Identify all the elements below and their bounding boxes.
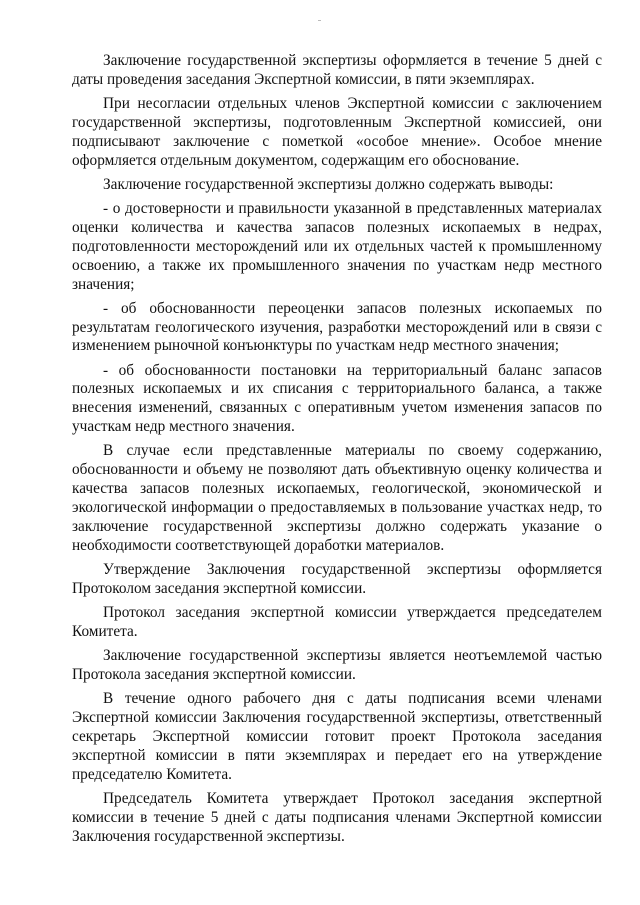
paragraph-dissenting-opinion: При несогласии отдельных членов Экспертной комиссии с заключением государственной экспертизы, подготовленным Экспертной комиссией, они подписывают заключение с пометкой «особое мнение». Особое мнение оформляется отдельным документом, содержащим его обоснование. — [72, 95, 602, 169]
paragraph-conclusions-intro: Заключение государственной экспертизы должно содержать выводы: — [103, 175, 554, 193]
page-mark — [318, 20, 321, 21]
paragraph-secretary-draft: В течение одного рабочего дня с даты подписания всеми членами Экспертной комиссии Заключения государственной экспертизы, ответственный секретарь Экспертной комиссии готовит проект Протокола заседания экспертной комиссии в пяти экземплярах и передает его на утверждение председателю Комитета. — [72, 689, 602, 783]
paragraph-conclusion-deadline: Заключение государственной экспертизы оформляется в течение 5 дней с даты проведения заседания Экспертной комиссии, в пяти экземплярах. — [72, 52, 602, 88]
list-item-territorial-balance: - об обоснованности постановки на территориальный баланс запасов полезных ископаемых и их списания с территориального баланса, а также внесения изменений, связанных с оперативным учетом изменения запасов по участкам недр местного значения. — [72, 361, 602, 436]
paragraph-protocol-approval: Протокол заседания экспертной комиссии утверждается председателем Комитета. — [72, 603, 602, 640]
paragraph-integral-part: Заключение государственной экспертизы является неотъемлемой частью Протокола заседания экспертной комиссии. — [72, 646, 602, 683]
paragraph-approval: Утверждение Заключения государственной экспертизы оформляется Протоколом заседания экспертной комиссии. — [72, 560, 602, 597]
document-body — [72, 52, 602, 852]
list-item-reliability: - о достоверности и правильности указанной в представленных материалах оценки количества и качества запасов полезных ископаемых в недрах, подготовленности месторождений или их отдельных частей к промышленному освоению, а также их промышленного значения по участкам недр местного значения; — [72, 199, 602, 293]
paragraph-chairman-approval: Председатель Комитета утверждает Протокол заседания экспертной комиссии в течение 5 дней с даты подписания членами Экспертной комиссии Заключения государственной экспертизы. — [72, 789, 602, 845]
paragraph-insufficient-materials: В случае если представленные материалы по своему содержанию, обоснованности и объему не позволяют дать объективную оценку количества и качества запасов полезных ископаемых, геологической, экономической и экологической информации о предоставляемых в пользование участках недр, то заключение государственной экспертизы должно содержать указание о необходимости соответствующей доработки материалов. — [72, 442, 602, 554]
list-item-revaluation: - об обоснованности переоценки запасов полезных ископаемых по результатам геологического изучения, разработки месторождений или в связи с изменением рыночной конъюнктуры по участкам недр местного значения; — [72, 299, 602, 355]
